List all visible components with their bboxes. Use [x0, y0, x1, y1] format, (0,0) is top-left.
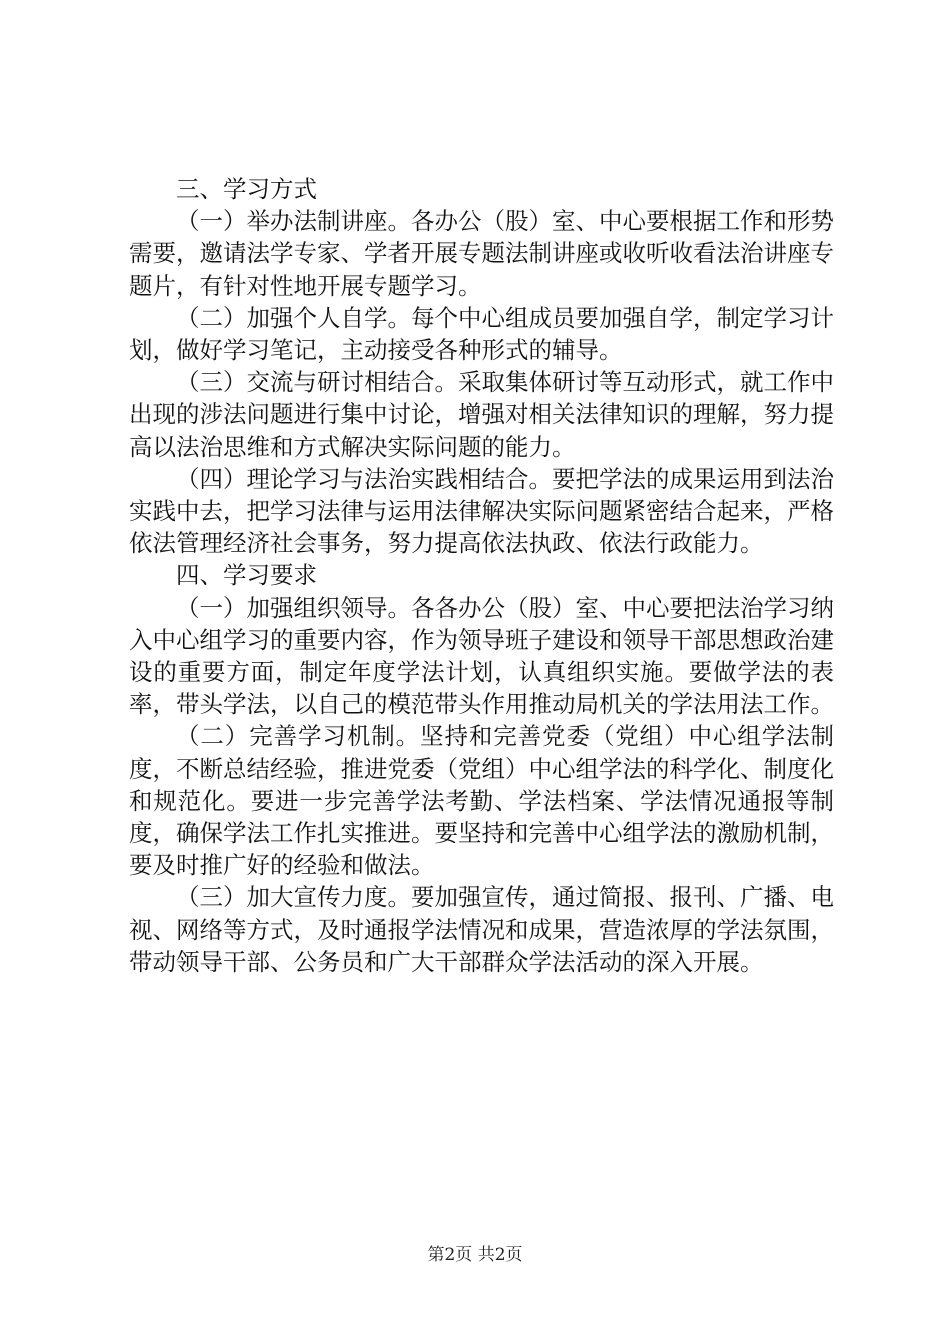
- paragraph: （一）加强组织领导。各各办公（股）室、中心要把法治学习纳入中心组学习的重要内容，作为领导班子建设和领导干部思想政治建设的重要方面，制定年度学法计划，认真组织实施。要做学法的表率，带头学法，以自己的模范带头作用推动局机关的学法用法工作。: [129, 593, 834, 719]
- section-heading: 三、学习方式: [176, 175, 317, 203]
- paragraph: （二）完善学习机制。坚持和完善党委（党组）中心组学法制度，不断总结经验，推进党委（党组）中心组学法的科学化、制度化和规范化。要进一步完善学法考勤、学法档案、学法情况通报等制度，确保学法工作扎实推进。要坚持和完善中心组学法的激励机制，要及时推广好的经验和做法。: [129, 722, 834, 880]
- paragraph: （三）加大宣传力度。要加强宣传，通过简报、报刊、广播、电视、网络等方式，及时通报学法情况和成果，营造浓厚的学法氛围，带动领导干部、公务员和广大干部群众学法活动的深入开展。: [129, 883, 834, 976]
- paragraph: （二）加强个人自学。每个中心组成员要加强自学，制定学习计划，做好学习笔记，主动接受各种形式的辅导。: [129, 303, 834, 365]
- paragraph: （一）举办法制讲座。各办公（股）室、中心要根据工作和形势需要，邀请法学专家、学者开展专题法制讲座或收听收看法治讲座专题片，有针对性地开展专题学习。: [129, 207, 834, 300]
- section-heading: 四、学习要求: [176, 561, 317, 590]
- document-body: [129, 173, 834, 978]
- paragraph: （三）交流与研讨相结合。采取集体研讨等互动形式，就工作中出现的涉法问题进行集中讨论，增强对相关法律知识的理解，努力提高以法治思维和方式解决实际问题的能力。: [129, 368, 834, 461]
- paragraph: （四）理论学习与法治实践相结合。要把学法的成果运用到法治实践中去，把学习法律与运用法律解决实际问题紧密结合起来，严格依法管理经济社会事务，努力提高依法执政、依法行政能力。: [129, 464, 834, 558]
- page-footer: 第2页 共2页: [427, 1245, 523, 1265]
